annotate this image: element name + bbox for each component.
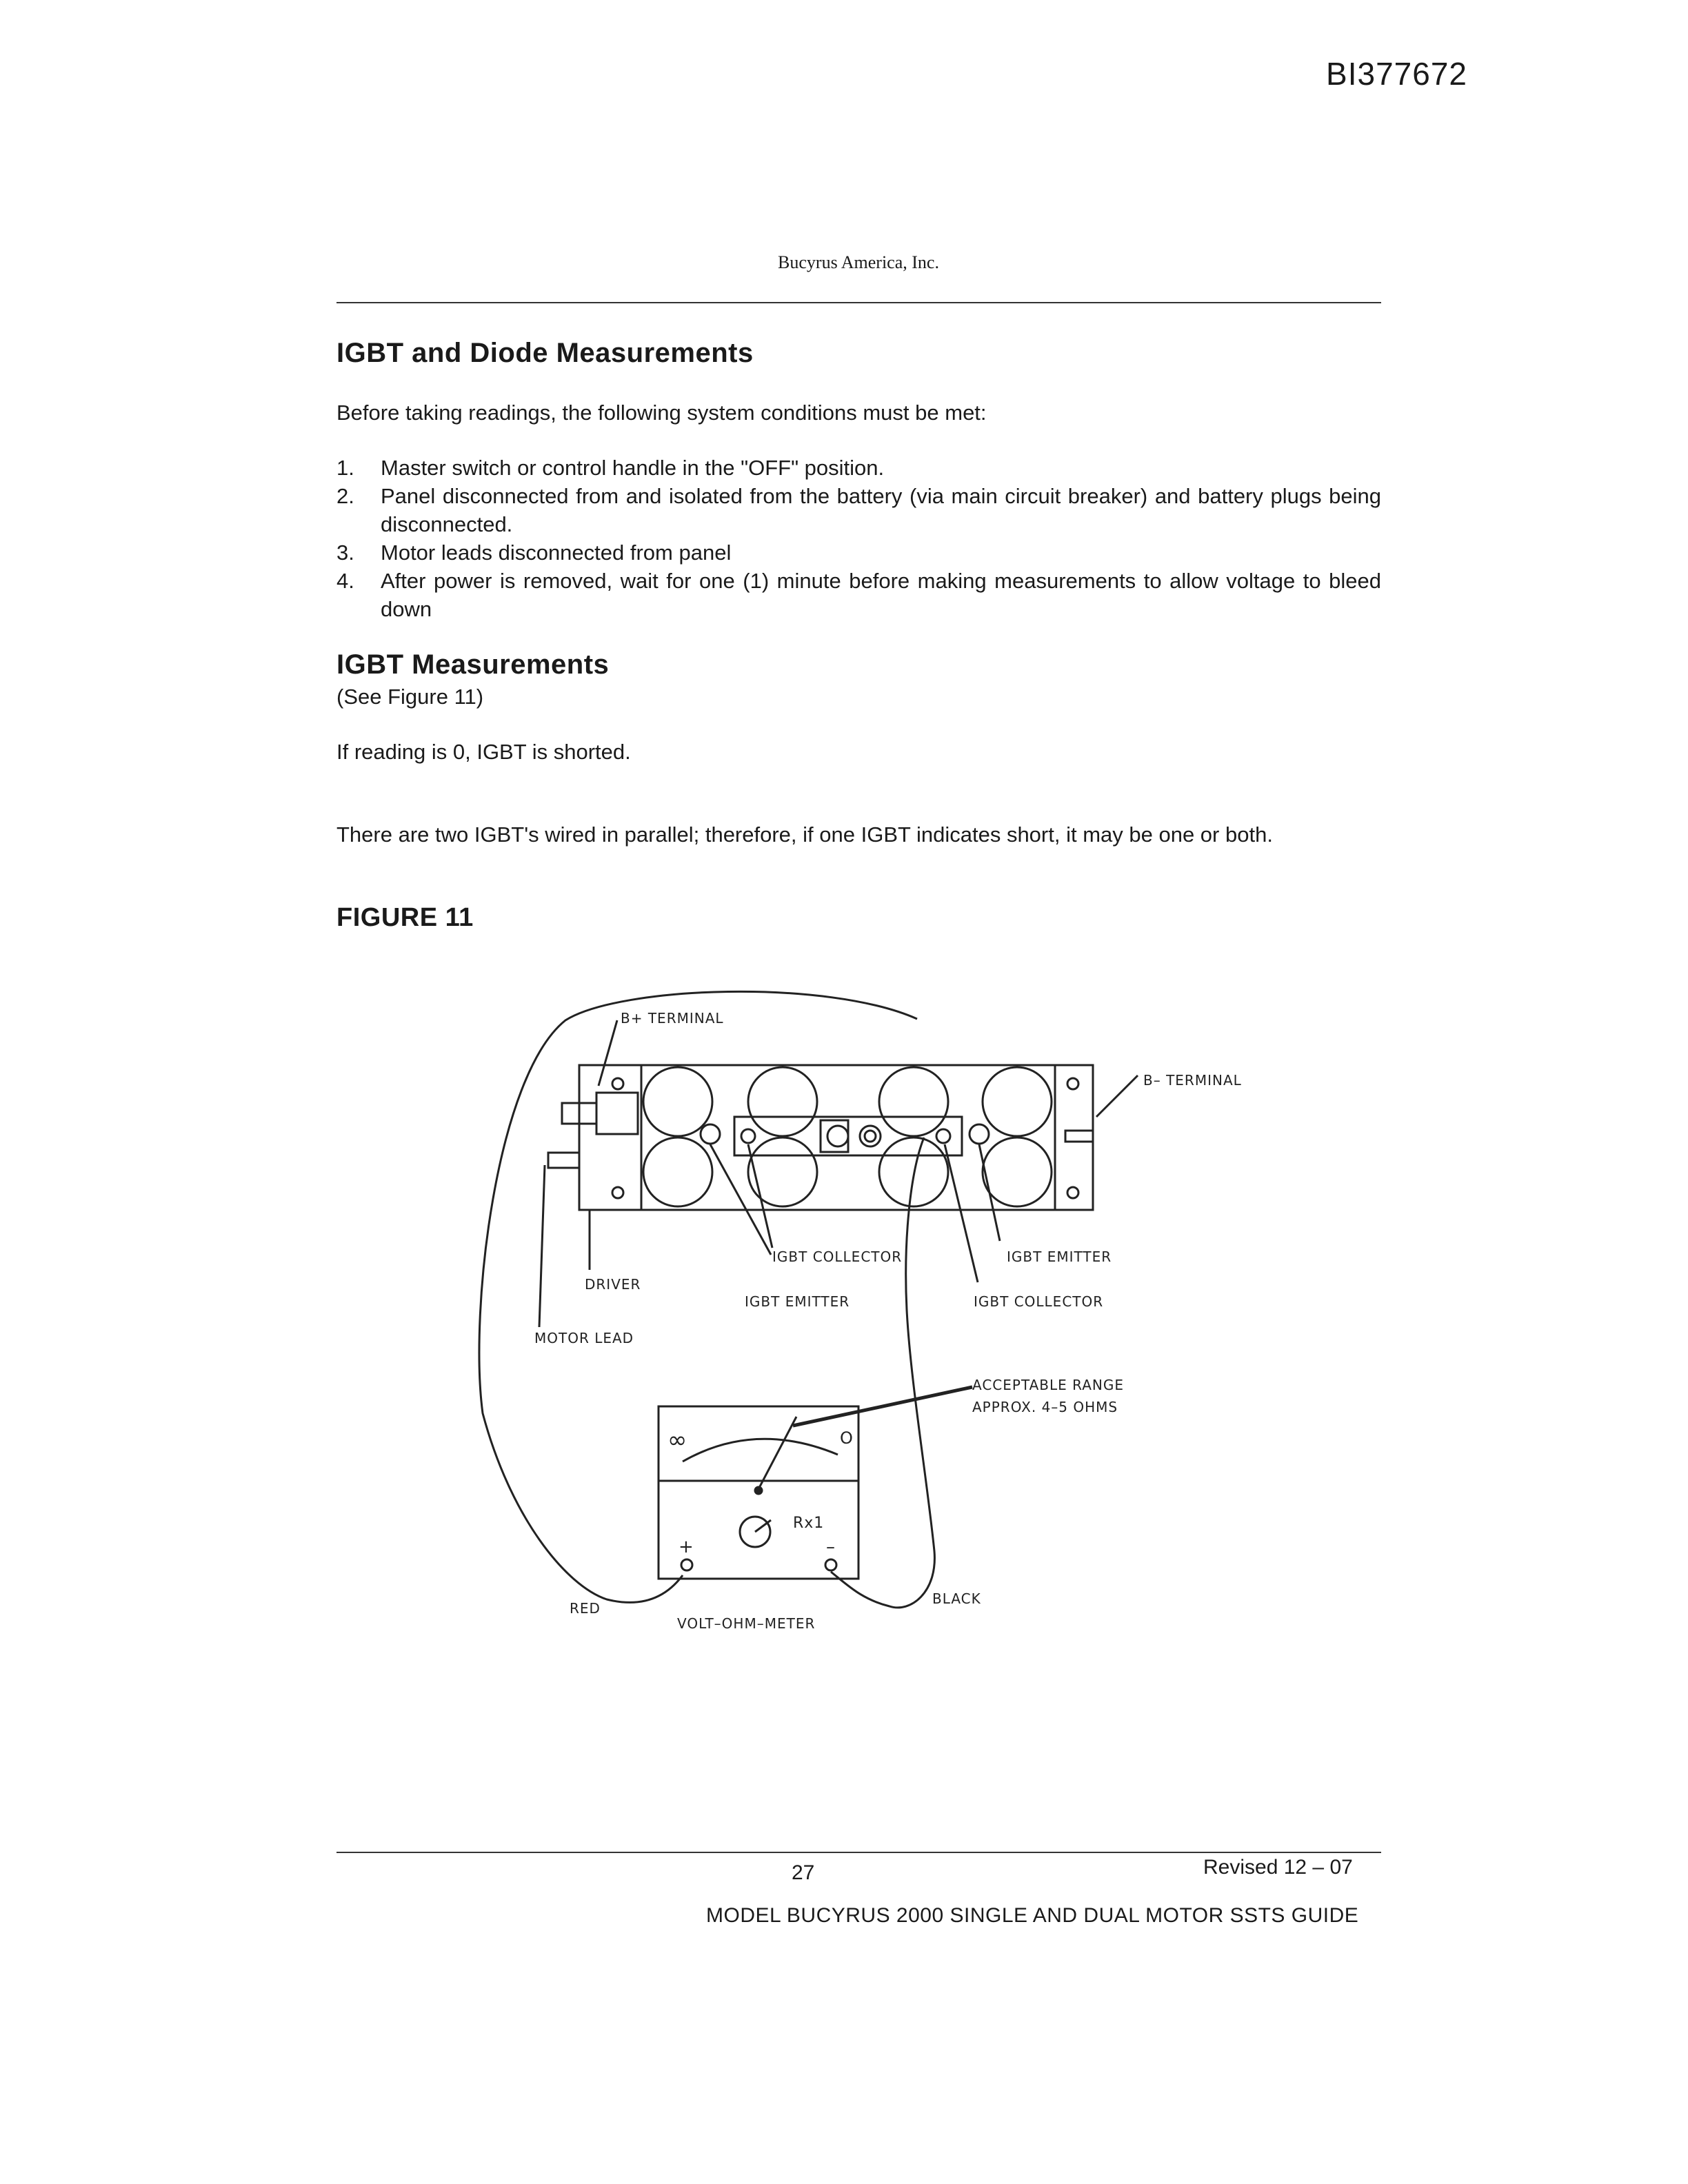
infinity-mark: ∞ [667,1426,688,1454]
black-lead-wire [831,1138,934,1608]
zero-mark: O [840,1428,854,1448]
list-item: 3. Motor leads disconnected from panel [336,540,732,565]
black-lead-label: BLACK [932,1590,981,1607]
page-number: 27 [792,1861,815,1884]
red-lead-wire [479,991,917,1602]
driver-label: DRIVER [585,1276,641,1293]
section-title-igbt-measurements: IGBT Measurements [336,649,610,680]
igbt-emitter-label-2: IGBT EMITTER [1007,1248,1112,1265]
revision-date: Revised 12 – 07 [1203,1856,1353,1879]
conditions-intro: Before taking readings, the following system conditions must be met: [336,401,987,425]
section-title-igbt-diode: IGBT and Diode Measurements [336,338,754,368]
list-item: 4. After power is removed, wait for one (1) minute before making measurements to allow voltage to bleed down [336,569,1381,621]
parallel-note: There are two IGBT's wired in parallel; therefore, if one IGBT indicates short, it may be one or both. [336,822,1273,847]
figure-title: FIGURE 11 [336,903,474,932]
list-item: 2. Panel disconnected from and isolated from the battery (via main circuit breaker) and battery plugs being disconnected. [336,484,1381,536]
range-setting-label: Rx1 [793,1515,825,1532]
igbt-collector-label-2: IGBT COLLECTOR [974,1293,1104,1310]
plus-terminal-mark: + [679,1537,694,1557]
footer-divider [336,1852,1381,1853]
red-lead-label: RED [570,1600,601,1617]
company-name: Bucyrus America, Inc. [778,252,939,272]
igbt-emitter-label-1: IGBT EMITTER [745,1293,850,1310]
igbt-collector-label-1: IGBT COLLECTOR [772,1248,903,1265]
shorted-note: If reading is 0, IGBT is shorted. [336,740,631,764]
meter-name-label: VOLT–OHM–METER [677,1615,816,1632]
b-plus-terminal-label: B+ TERMINAL [621,1010,724,1027]
guide-title: MODEL BUCYRUS 2000 SINGLE AND DUAL MOTOR SSTS GUIDE [706,1904,1359,1927]
list-item: 1. Master switch or control handle in the "OFF" position. [336,456,885,480]
motor-lead-label: MOTOR LEAD [534,1330,634,1346]
approx-ohms-label: APPROX. 4–5 OHMS [972,1399,1118,1415]
b-minus-terminal-label: B– TERMINAL [1143,1072,1242,1089]
minus-terminal-mark: – [826,1537,836,1557]
acceptable-range-label: ACCEPTABLE RANGE [972,1377,1125,1393]
document-id: BI377672 [1326,56,1467,92]
see-figure-note: (See Figure 11) [336,685,484,709]
